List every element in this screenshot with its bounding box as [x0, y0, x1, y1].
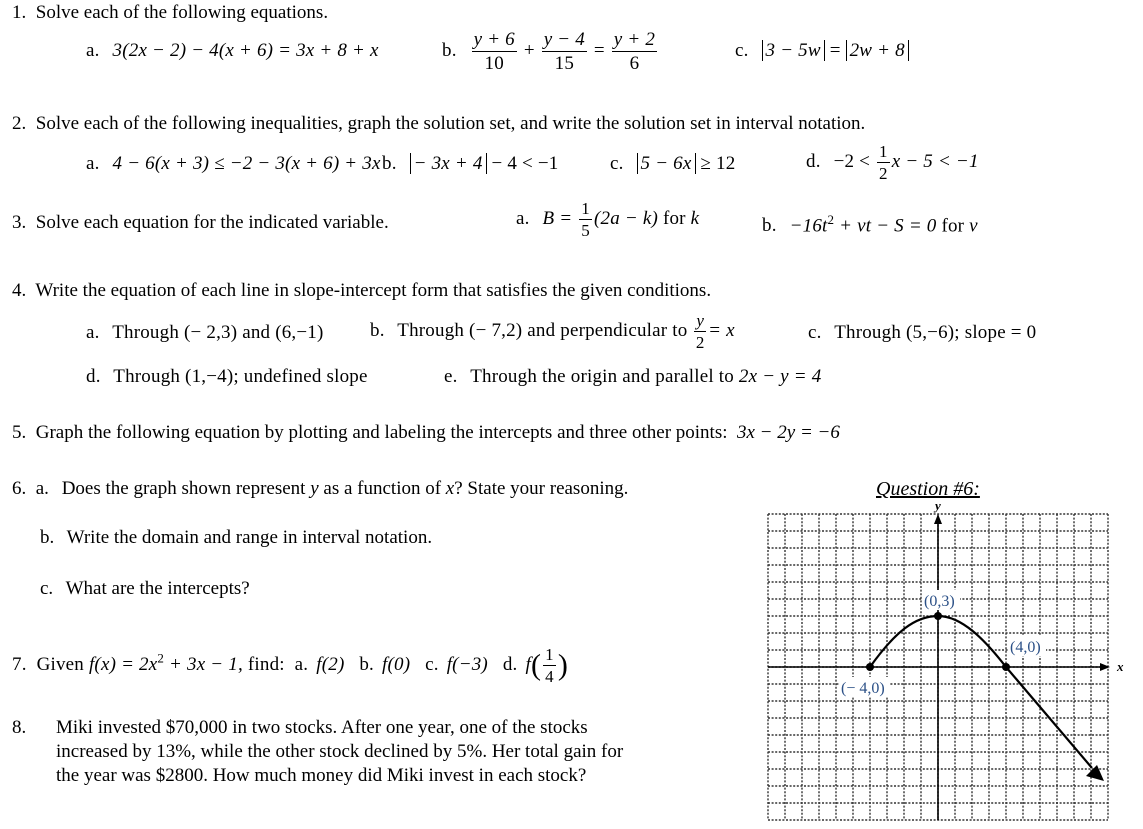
q6b: b. Write the domain and range in interval notation. — [40, 527, 433, 548]
q4-prompt: 4. Write the equation of each line in slope-intercept form that satisfies the given conditions. — [12, 280, 712, 301]
q2-prompt: 2. Solve each of the following inequalities, graph the solution set, and write the solution set in interval notation. — [12, 113, 866, 134]
curve-end-arrow-icon — [1086, 765, 1104, 781]
q1b-fraction-1: $\frac{y + 6}{10}$ — [473, 29, 515, 74]
q3a: a. B = $\frac{1}{5}$ (2a − k) for k — [516, 199, 700, 240]
q1c: c. 3 − 5w = 2w + 8 — [735, 40, 909, 62]
q1-prompt — [12, 2, 328, 24]
q1b-label: b. — [442, 39, 457, 61]
label-neg4-0: (− 4,0) — [841, 680, 885, 697]
point-neg4-0 — [866, 663, 874, 671]
q1-number: 1. — [12, 2, 27, 23]
q8-line-1: Miki invested $70,000 in two stocks. After one year, one of the stocks — [56, 717, 588, 738]
q2a: a. 4 − 6(x + 3) ≤ −2 − 3(x + 6) + 3x — [86, 153, 381, 174]
point-0-3 — [934, 612, 942, 620]
q6a: 6. a. Does the graph shown represent y as a function of x? State your reasoning. — [12, 478, 629, 499]
q4d: d. Through (1,−4); undefined slope — [86, 366, 368, 387]
q4a: a. Through (− 2,3) and (6,−1) — [86, 322, 324, 343]
q1-prompt-text: Solve each of the following equations. — [35, 2, 329, 23]
graph-title: Question #6: — [876, 478, 980, 500]
point-4-0 — [1002, 663, 1010, 671]
q1c-label: c. — [735, 40, 749, 61]
q3b: b. $-16t^2$ + vt − S = 0 for v — [762, 212, 978, 237]
y-axis-label: y — [935, 498, 941, 513]
q1a — [86, 40, 379, 62]
q1c-rhs: 2w + 8 — [846, 40, 909, 61]
q6c: c. What are the intercepts? — [40, 578, 250, 599]
q5-prompt: 5. Graph the following equation by plotting and labeling the intercepts and three other points: 3x − 2y = −6 — [12, 422, 840, 443]
label-4-0: (4,0) — [1010, 639, 1041, 656]
x-axis-label: x — [1117, 659, 1124, 674]
q2-prompt-text: Solve each of the following inequalities, graph the solution set, and write the solution set in interval notation. — [35, 113, 866, 134]
q8-line-2: increased by 13%, while the other stock declined by 5%. Her total gain for — [56, 741, 624, 762]
q1a-equation: 3(2x − 2) − 4(x + 6) = 3x + 8 + x — [112, 40, 379, 61]
q4c: c. Through (5,−6); slope = 0 — [808, 322, 1037, 343]
q1c-lhs: 3 − 5w — [762, 40, 825, 61]
label-0-3: (0,3) — [924, 593, 955, 610]
q1b-fraction-2: $\frac{y - 4}{15}$ — [543, 29, 585, 74]
q2c: c. 5 − 6x ≥ 12 — [610, 153, 736, 174]
y-axis-arrow-icon — [934, 514, 942, 524]
q5-equation: 3x − 2y = −6 — [737, 422, 840, 443]
q7: 7. Given $f(x) = 2x^2 + 3x - 1$, find: a. f(2) b. f(0) c. f(−3) d. f( $\frac{1}{4}$ ) — [12, 645, 569, 686]
q1b — [442, 30, 659, 73]
q6-graph — [760, 496, 1143, 829]
q3-prompt: 3. Solve each equation for the indicated variable. — [12, 212, 389, 233]
q1a-label: a. — [86, 40, 100, 61]
q8: 8. Miki invested $70,000 in two stocks. After one year, one of the stocks increased by 13%, while the other stock declined by 5%. Her total gain for the year was $2800. How much money did Miki invest in each stock? — [12, 717, 624, 786]
q4b: b. Through (− 7,2) and perpendicular to $\frac{y}{2}$ = x — [370, 311, 735, 352]
q2d: d. −2 < $\frac{1}{2}$ x − 5 < −1 — [806, 142, 979, 183]
q2a-inequality: 4 − 6(x + 3) ≤ −2 − 3(x + 6) + 3x — [112, 153, 381, 174]
q1b-equals: = — [593, 39, 605, 61]
q1b-plus: + — [523, 39, 535, 61]
q2b: b. − 3x + 4 − 4 < −1 — [382, 153, 559, 174]
q4e: e. Through the origin and parallel to 2x − y = 4 — [444, 366, 822, 387]
q1b-fraction-3: $\frac{y + 2}{6}$ — [613, 29, 656, 74]
q8-line-3: the year was $2800. How much money did Miki invest in each stock? — [56, 765, 587, 786]
